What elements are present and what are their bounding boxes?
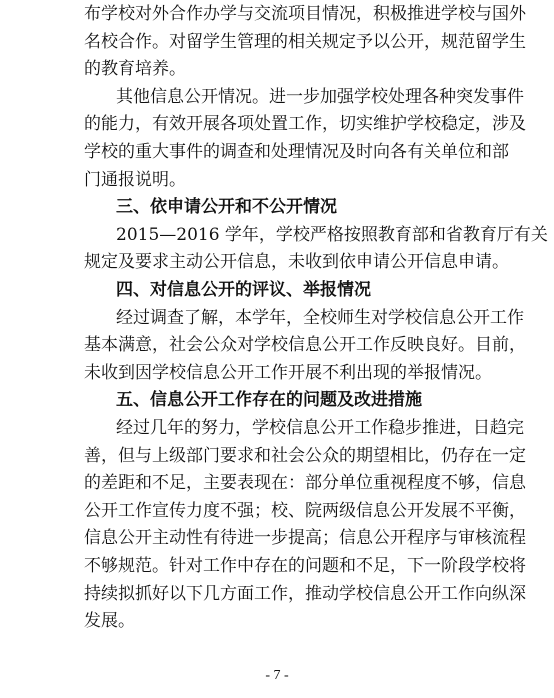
text-line: 其他信息公开情况。进一步加强学校处理各种突发事件 — [116, 86, 524, 107]
text-line: 未收到因学校信息公开工作开展不利出现的举报情况。 — [84, 362, 492, 383]
section-heading: 四、对信息公开的评议、举报情况 — [116, 280, 371, 300]
section-heading: 五、信息公开工作存在的问题及改进措施 — [116, 390, 422, 411]
text-line: 不够规范。针对工作中存在的问题和不足，下一阶段学校将 — [84, 556, 526, 576]
text-line: 2015—2016 学年，学校严格按照教育部和省教育厅有关 — [116, 224, 548, 245]
text-line: 的教育培养。 — [84, 59, 186, 80]
text-line: 学校的重大事件的调查和处理情况及时向各有关单位和部 — [84, 142, 509, 162]
text-line: 善，但与上级部门要求和社会公众的期望相比，仍存在一定 — [84, 445, 526, 466]
text-line: 基本满意，社会公众对学校信息公开工作反映良好。目前， — [84, 335, 526, 356]
text-line: 名校合作。对留学生管理的相关规定予以公开，规范留学生 — [84, 31, 526, 52]
text-line: 的差距和不足，主要表现在：部分单位重视程度不够，信息 — [84, 473, 526, 494]
text-line: 发展。 — [84, 611, 135, 632]
text-line: 信息公开主动性有待进一步提高；信息公开程序与审核流程 — [84, 528, 526, 549]
text-line: 公开工作宣传力度不强；校、院两级信息公开发展不平衡， — [84, 500, 526, 521]
text-line: 的能力，有效开展各项处置工作，切实维护学校稳定，涉及 — [84, 114, 526, 135]
section-heading: 三、依申请公开和不公开情况 — [116, 197, 337, 218]
text-line: 持续拟抓好以下几方面工作，推动学校信息公开工作向纵深 — [84, 583, 526, 604]
text-line: 门通报说明。 — [84, 169, 186, 190]
text-line: 经过调查了解，本学年，全校师生对学校信息公开工作 — [116, 307, 524, 328]
text-line: 规定及要求主动公开信息，未收到依申请公开信息申请。 — [84, 252, 509, 273]
text-line: 布学校对外合作办学与交流项目情况，积极推进学校与国外 — [84, 4, 526, 24]
page-number: - 7 - — [265, 668, 289, 683]
text-line: 经过几年的努力，学校信息公开工作稳步推进，日趋完 — [116, 418, 524, 438]
